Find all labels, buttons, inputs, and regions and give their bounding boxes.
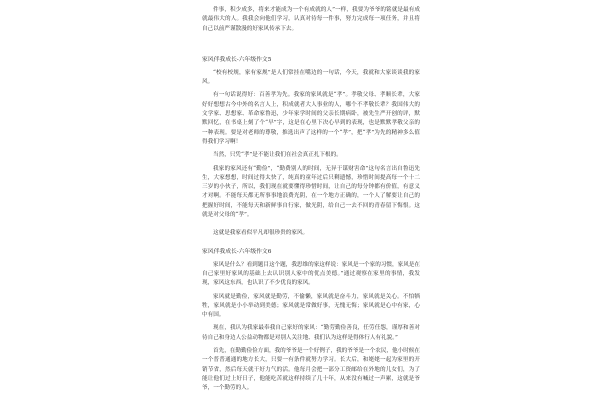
intro-paragraph: 件事，积少成多，将来才能成为一个有成就的人”一样，我要为爷爷的铭就是最有成就最伟大的人。我我会向他们学习，认真对待每一件事，努力完成每一项任务，并且将自己以前严谨散漫的好家风传承下去。 — [202, 7, 420, 32]
essay6-paragraph: 家风是什么？看到题目这个题，我思维的家这样说：家风是一个家的习惯，家风是在自己家里好家风的基础上去认识别人家中的优点美德。”通过观察在家里的事情，我发现，家风这东西，也认识了不少优良的家风。 — [202, 261, 420, 287]
essay6-paragraph: 现在，我认为我家最奉我自己家好的家风：“勤劳勤俭善良，任劳任怨，谨厚和善对待自己和身边人公益动物都是对别人关注地、我们认为这样是得体行人有礼貌。” — [202, 325, 420, 341]
essay5-paragraph: 当然，只凭“孝”是不能让我们在社会真正扎下根的。 — [213, 152, 342, 159]
essay5-closing: 这就是我家看似平凡却很珍贵的家风。 — [213, 230, 309, 237]
essay6-paragraph: 家风就是勤俭，家风就是勤劳，不偷懒，家风就是奋斗力，家风就是关心。不怕牺牲，家风就是小小举动到美德；家风就是常做好事，无愧无悔；家风就是心中有家，心中有国。 — [202, 293, 420, 319]
essay5-paragraph: 有一句话说得好：百善孝为先。我家的家风就是“孝”。孝敬父母、孝顺长辈，大家好好想想古今中外的名言人上，积成就者大人事业的人，哪个不孝敬长辈？我国伟大的文学家、思想家、革命家鲁迅，少年家学时间的父亲长期病卧，被先生严开创的评，默默回忆，在书桌上刻了个“早”字，这是在心里下决心早到的表现，也是默默孝敬父亲的一种表现。要是对老师的尊敬，推选出声了这样的一个“孝”，把“孝”为先的精神多么值得我们学习啊！ — [202, 92, 420, 145]
essay6-paragraph: 首先，在勤勤俭俭方面，我的爷爷是一个好例子，我的爷爷是一个农民，他小时候在一个普普通通的地方长大，只要一有条件就努力学习。长大后，和姥姥一起为家里的开销节省，然后每天就干好力气的活。他每月会把一部分工资邮给在外地的儿女们，为了能让他们过上好日子，他能吃苦就这样持续了几十年，从来没有喊过一声累，这就是爷爷，一个勤劳的人。 — [202, 348, 420, 392]
essay5-title: 家风伴我成长-六年级作文5 — [202, 56, 272, 63]
essay6-title: 家风伴我成长-六年级作文6 — [202, 248, 272, 255]
document-content — [202, 6, 420, 394]
essay5-paragraph: 我家的家风还有“勤俭”，“勤费别人的时间，无异于谋财害命”这句名言出自鲁迅先生，大家想想，时间过得太快了，纯真的童年过后只剩遗憾，珍惜时间提高每一个十二三岁的小伙子，所以，我们现在就要懂得珍惜时间，让自己的每分钟都有价值，有意义才对啊。不能每天都无所事事地浪费光阴，在一个地方正确的，一个人了解要让自己的把握好时间，不能每天和新鲜事自行家，做光阴，给自己一去不回的青春留下悔恨。这就是对父母的“孝”。 — [202, 165, 420, 219]
essay5-paragraph: “校有校规，家有家规”是人们常挂在嘴边的一句话，今天，我就和大家谈谈我的家风。 — [202, 69, 420, 86]
